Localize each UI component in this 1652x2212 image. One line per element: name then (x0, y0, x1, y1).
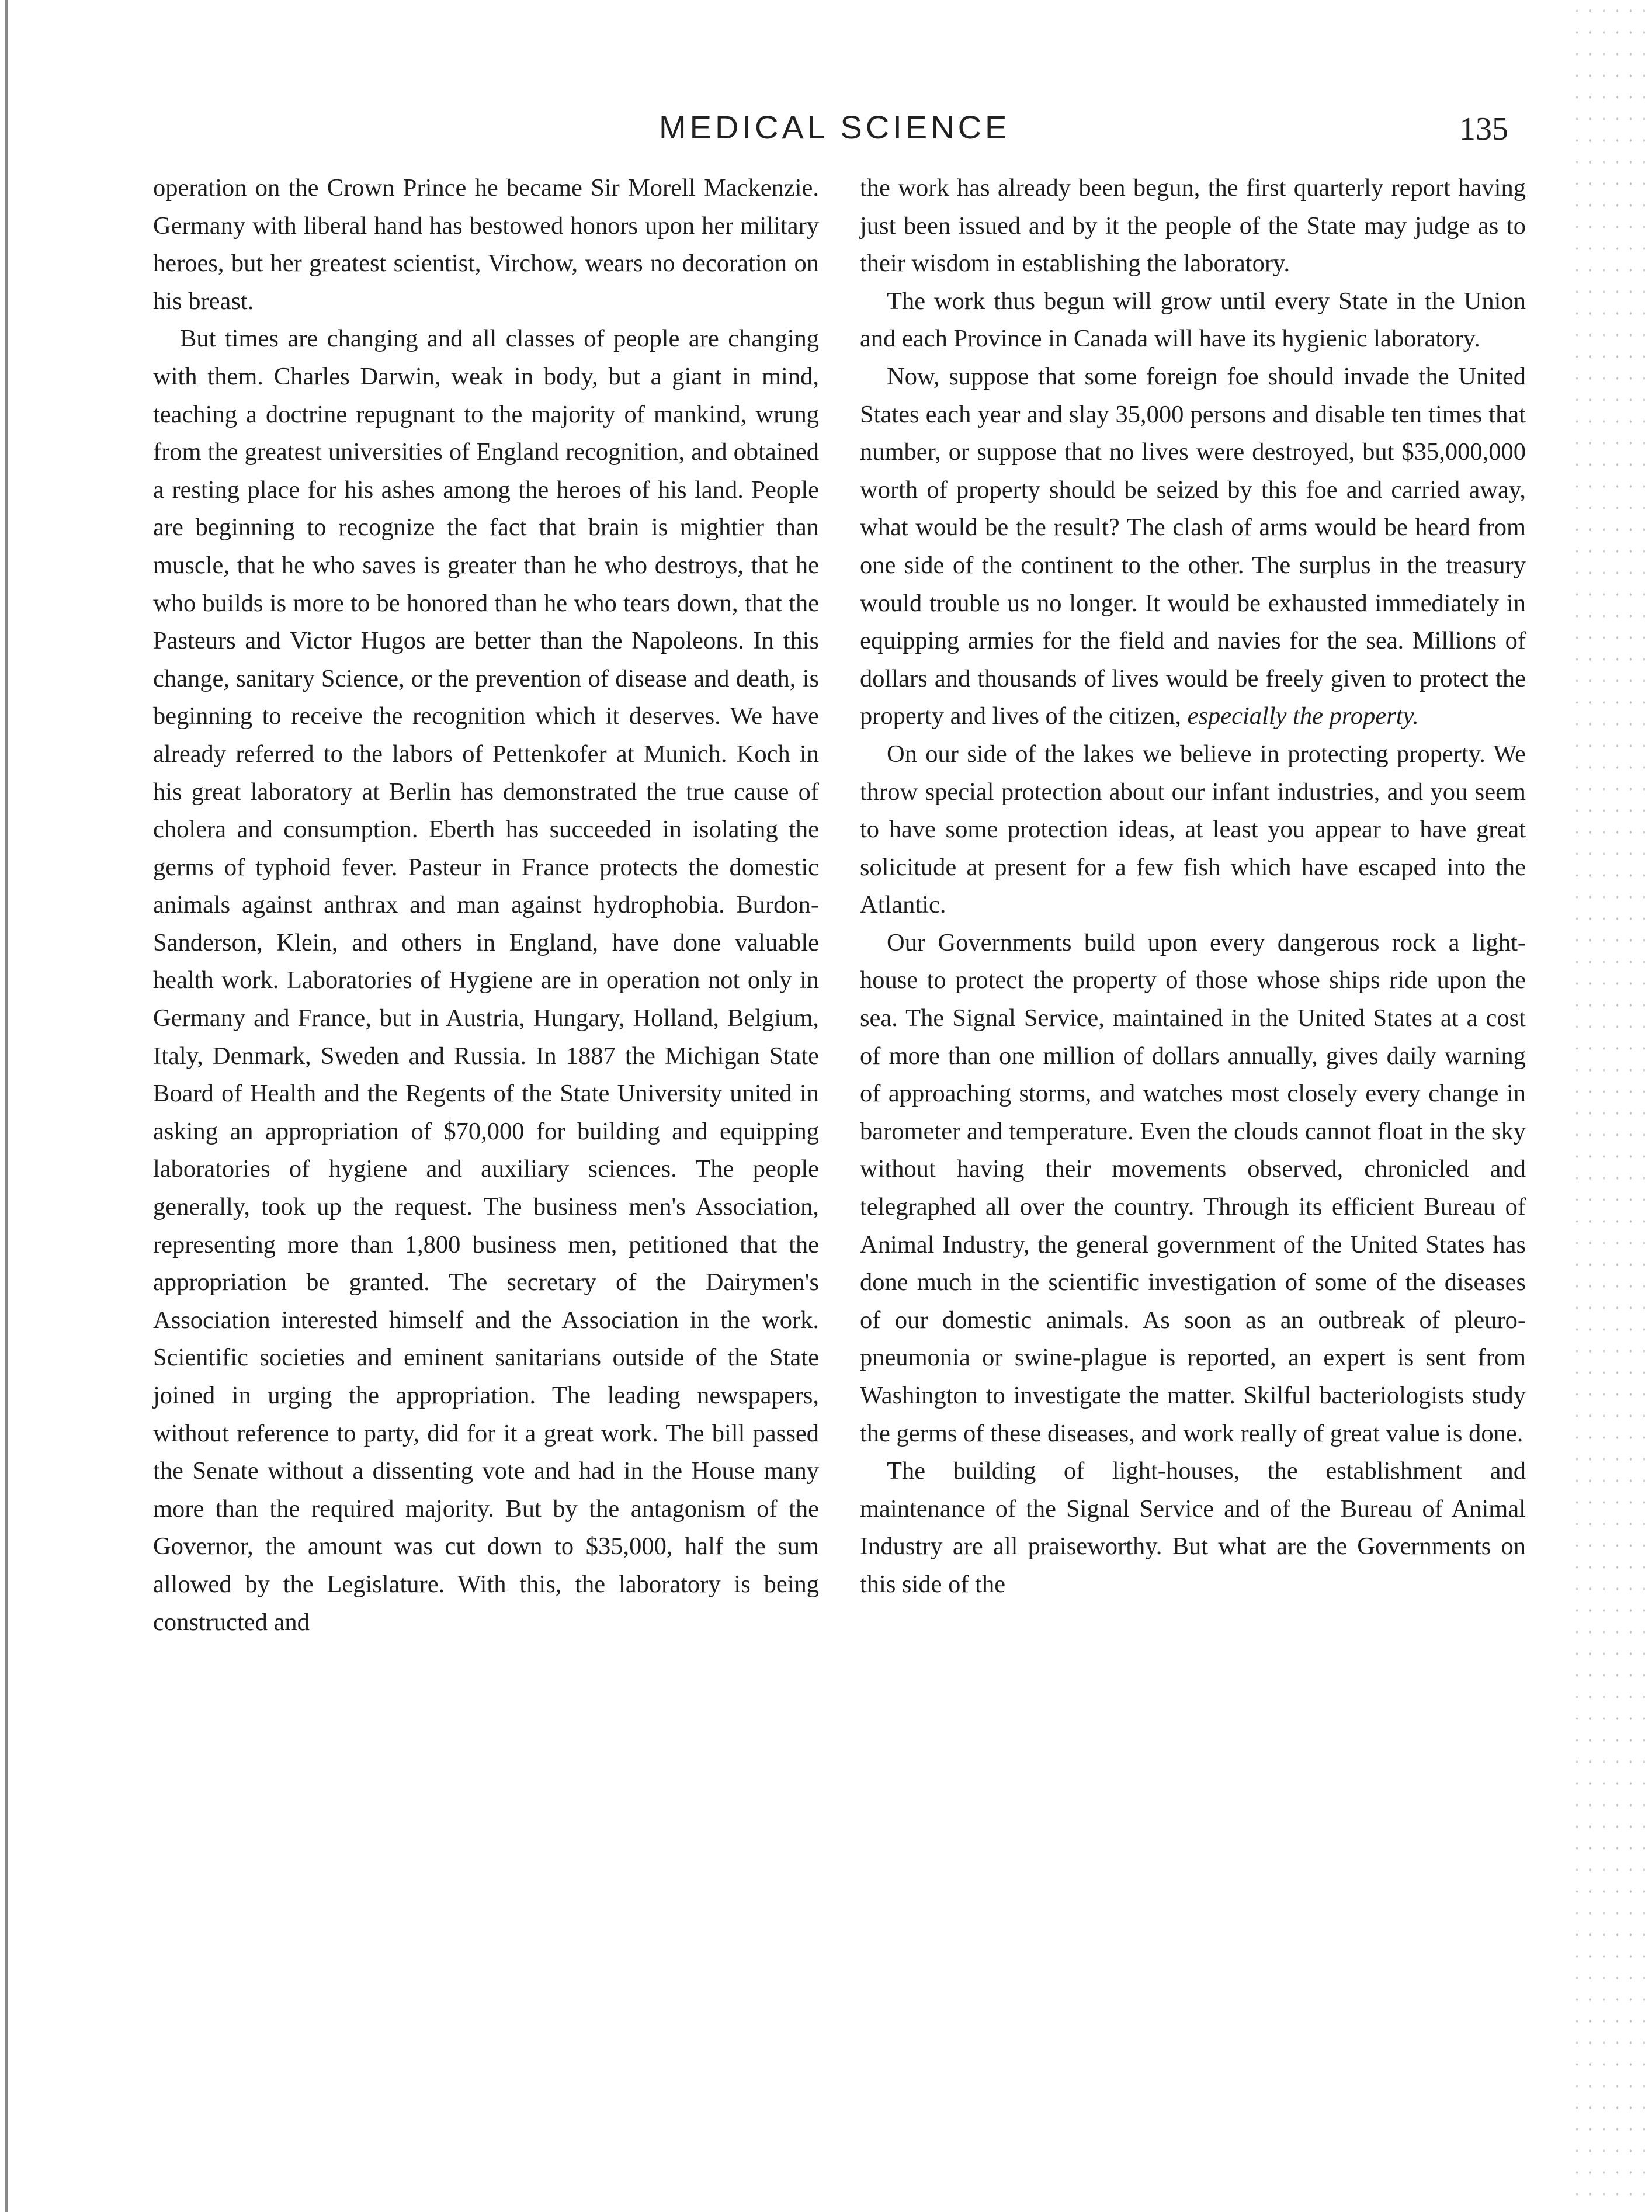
right-paragraph-2: The work thus begun will grow until every State in the Union and each Province in Canada will have its hygienic laboratory. (860, 287, 1526, 353)
right-paragraph-3-italic: especially the property. (1187, 702, 1419, 730)
right-paragraph-3-text: Now, suppose that some foreign foe should invade the United States each year and slay 35,000 persons and disable ten times that number, or suppose that no lives were destroyed, but $35,000,000 worth of property should be seized by this foe and carried away, what would be the result? The clash of arms would be heard from one side of the continent to the other. The surplus in the treasury would trouble us no longer. It would be exhausted immediately in equipping armies for the field and navies for the sea. Millions of dollars and thousands of lives would be freely given to protect the property and lives of the citizen, (860, 362, 1526, 730)
right-paragraph-4: On our side of the lakes we believe in protecting property. We throw special protection about our infant industries, and you seem to have some protection ideas, at least you appear to have great solicitude at present for a few fish which have escaped into the Atlantic. (860, 740, 1526, 919)
right-paragraph-3 (860, 358, 1526, 736)
left-column (153, 169, 819, 1641)
right-paragraph-5: Our Governments build upon every dangerous rock a light-house to protect the property of those whose ships ride upon the sea. The Signal Service, maintained in the United States at a cost of more than one million of dollars annually, gives daily warning of approaching storms, and watches most closely every change in barometer and temperature. Even the clouds cannot float in the sky without having their movements observed, chronicled and telegraphed all over the country. Through its efficient Bureau of Animal Industry, the general government of the United States has done much in the scientific investigation of some of the diseases of our domestic animals. As soon as an outbreak of pleuro-pneumonia or swine-plague is reported, an expert is sent from Washington to investigate the matter. Skilful bacteriologists study the germs of these diseases, and work really of great value is done. (860, 928, 1526, 1447)
right-paragraph-1: the work has already been begun, the first quarterly report having just been issued and by it the people of the State may judge as to their wisdom in establishing the laboratory. (860, 174, 1526, 278)
left-paragraph-1: operation on the Crown Prince he became Sir Morell Mackenzie. Germany with liberal hand has bestowed honors upon her military heroes, but her greatest scientist, Virchow, wears no decoration on his breast. (153, 174, 819, 315)
right-paragraph-6: The building of light-houses, the establishment and maintenance of the Signal Service and of the Bureau of Animal Industry are all praiseworthy. But what are the Governments on this side of the (860, 1457, 1526, 1598)
left-paragraph-2: But times are changing and all classes of people are changing with them. Charles Darwin, weak in body, but a giant in mind, teaching a doctrine repugnant to the majority of mankind, wrung from the greatest universities of England recognition, and obtained a resting place for his ashes among the heroes of his land. People are beginning to recognize the fact that brain is mightier than muscle, that he who saves is greater than he who destroys, that he who builds is more to be honored than he who tears down, that the Pasteurs and Victor Hugos are better than the Napoleons. In this change, sanitary Science, or the prevention of disease and death, is beginning to receive the recognition which it deserves. We have already referred to the labors of Pettenkofer at Munich. Koch in his great laboratory at Berlin has demonstrated the true cause of cholera and consumption. Eberth has succeeded in isolating the germs of typhoid fever. Pasteur in France protects the domestic animals against anthrax and man against hydrophobia. Burdon-Sanderson, Klein, and others in England, have done valuable health work. Laboratories of Hygiene are in operation not only in Germany and France, but in Austria, Hungary, Holland, Belgium, Italy, Denmark, Sweden and Russia. In 1887 the Michigan State Board of Health and the Regents of the State University united in asking an appropriation of $70,000 for building and equipping laboratories of hygiene and auxiliary sciences. The people generally, took up the request. The business men's Association, representing more than 1,800 business men, petitioned that the appropriation be granted. The secretary of the Dairymen's Association interested himself and the Association in the work. Scientific societies and eminent sanitarians outside of the State joined in urging the appropriation. The leading newspapers, without reference to party, did for it a great work. The bill passed the Senate without a dissenting vote and had in the House many more than the required majority. But by the antagonism of the Governor, the amount was cut down to $35,000, half the sum allowed by the Legislature. With this, the laboratory is being constructed and (153, 325, 819, 1636)
page-edge-specks (1570, 0, 1652, 2212)
running-head (0, 108, 1652, 155)
binding-edge (5, 0, 16, 2212)
running-title: MEDICAL SCIENCE (659, 109, 1011, 145)
page-number: 135 (1459, 111, 1508, 147)
right-column (860, 169, 1526, 1604)
